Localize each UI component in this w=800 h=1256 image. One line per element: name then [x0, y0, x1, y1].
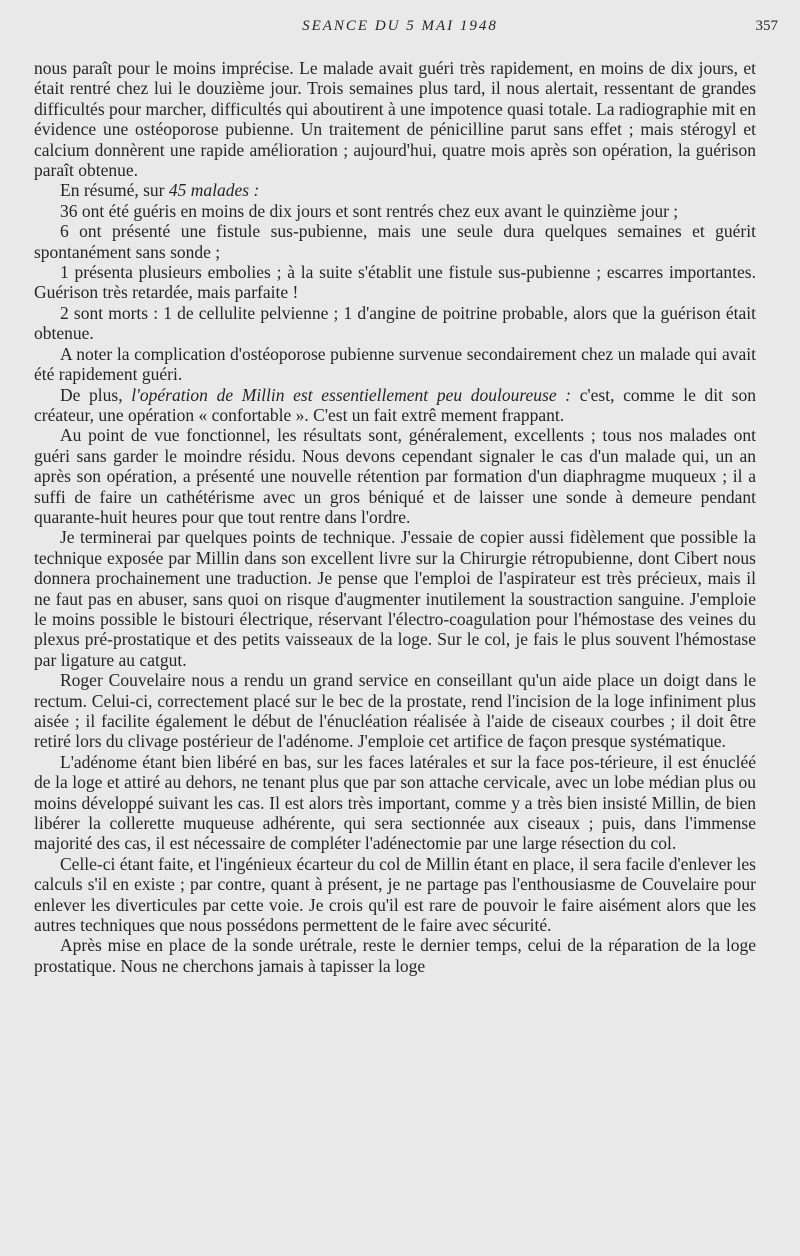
body-text: [34, 58, 756, 976]
paragraph: Celle-ci étant faite, et l'ingénieux écarteur du col de Millin étant en place, il sera facile d'enlever les calculs s'il en existe ; par contre, quant à présent, je ne partage pas l'enthousiasme de Couvelaire pour enlever les diverticules par cette voie. Je crois qu'il est rare de pouvoir le faire aisément alors que les autres techniques que nous possédons permettent de le faire avec sécurité.: [34, 853, 756, 936]
page-number: 357: [755, 18, 778, 34]
paragraph: 6 ont présenté une fistule sus-pubienne, mais une seule dura quelques semaines et guérit spontanément sans sonde ;: [34, 221, 756, 262]
paragraph-text: En résumé, sur: [60, 180, 169, 201]
paragraph: Au point de vue fonctionnel, les résultats sont, généralement, excellents ; tous nos malades ont guéri sans garder le moindre résidu. Nous devons cependant signaler le cas d'un malade qui, un an après son opération, a présenté une nouvelle rétention par formation d'un diaphragme muqueux ; il a suffi de faire un cathétérisme avec un gros béniqué et de laisser une sonde à demeure pendant quarante-huit heures pour que tout rentre dans l'ordre.: [34, 425, 756, 527]
emphasized-text: l'opération de Millin est essentiellement peu douloureuse :: [131, 384, 572, 405]
paragraph: Roger Couvelaire nous a rendu un grand service en conseillant qu'un aide place un doigt dans le rectum. Celui-ci, correctement placé sur le bec de la prostate, rend l'incision de la loge infiniment plus aisée ; il facilite également le début de l'énucléation réalisée à l'aide de ciseaux courbes ; il doit être retiré lors du clivage postérieur de l'adénome. J'emploie cet artifice de façon presque systématique.: [34, 670, 756, 752]
running-title: SEANCE DU 5 MAI 1948: [302, 18, 498, 34]
paragraph: 36 ont été guéris en moins de dix jours et sont rentrés chez eux avant le quinzième jour ;: [60, 200, 679, 221]
paragraph: 2 sont morts : 1 de cellulite pelvienne ; 1 d'angine de poitrine probable, alors que la guérison était obtenue.: [34, 302, 756, 344]
paragraph: 1 présenta plusieurs embolies ; à la suite s'établit une fistule sus-pubienne ; escarres importantes. Guérison très retardée, mais parfaite !: [34, 262, 756, 303]
paragraph: nous paraît pour le moins imprécise. Le malade avait guéri très rapidement, en moins de dix jours, et était rentré chez lui le douzième jour. Trois semaines plus tard, il nous alertait, ressentant de grandes difficultés pour marcher, difficultés qui aboutirent à une impotence quasi totale. La radiographie mit en évidence une ostéoporose pubienne. Un traitement de pénicilline parut sans effet ; mais stérogyl et calcium donnèrent une rapide amélioration ; aujourd'hui, quatre mois après son opération, la guérison paraît obtenue.: [34, 58, 756, 181]
emphasized-text: 45 malades :: [168, 180, 260, 201]
paragraph: L'adénome étant bien libéré en bas, sur les faces latérales et sur la face pos-térieure, il est énucléé de la loge et attiré au dehors, ne tenant plus que par son attache cervicale, avec un lobe médian plus ou moins développé suivant les cas. Il est alors très important, comme y a très bien insisté Millin, de bien libérer la collerette muqueuse adhérente, qui sera sectionnée aux ciseaux ; puis, dans l'immense majorité des cas, il est nécessaire de compléter l'adénectomie par une large résection du col.: [34, 751, 756, 854]
paragraph: Je terminerai par quelques points de technique. J'essaie de copier aussi fidèlement que possible la technique exposée par Millin dans son excellent livre sur la Chirurgie rétropubienne, dont Cibert nous donnera prochainement une traduction. Je pense que l'emploi de l'aspirateur est très précieux, mais il ne faut pas en abuser, sans quoi on risque d'augmenter inutilement la soustraction sanguine. J'emploie le moins possible le bistouri électrique, réservant l'électro-coagulation pour l'hémostase des veines du plexus pré-prostatique et des petits vaisseaux de la loge. Sur le col, je fais le plus souvent l'hémostase par ligature au catgut.: [34, 527, 756, 670]
paragraph: [34, 180, 756, 200]
paragraph: [34, 385, 756, 426]
paragraph: A noter la complication d'ostéoporose pubienne survenue secondairement chez un malade qui avait été rapidement guéri.: [34, 343, 756, 385]
paragraph: Après mise en place de la sonde urétrale, reste le dernier temps, celui de la réparation de la loge prostatique. Nous ne cherchons jamais à tapisser la loge: [34, 935, 756, 976]
paragraph-text: c'est, comme le dit son créateur, une opération « confortable ». C'est un fait extrê mement frappant.: [34, 384, 756, 425]
paragraph-text: De plus,: [60, 384, 132, 405]
